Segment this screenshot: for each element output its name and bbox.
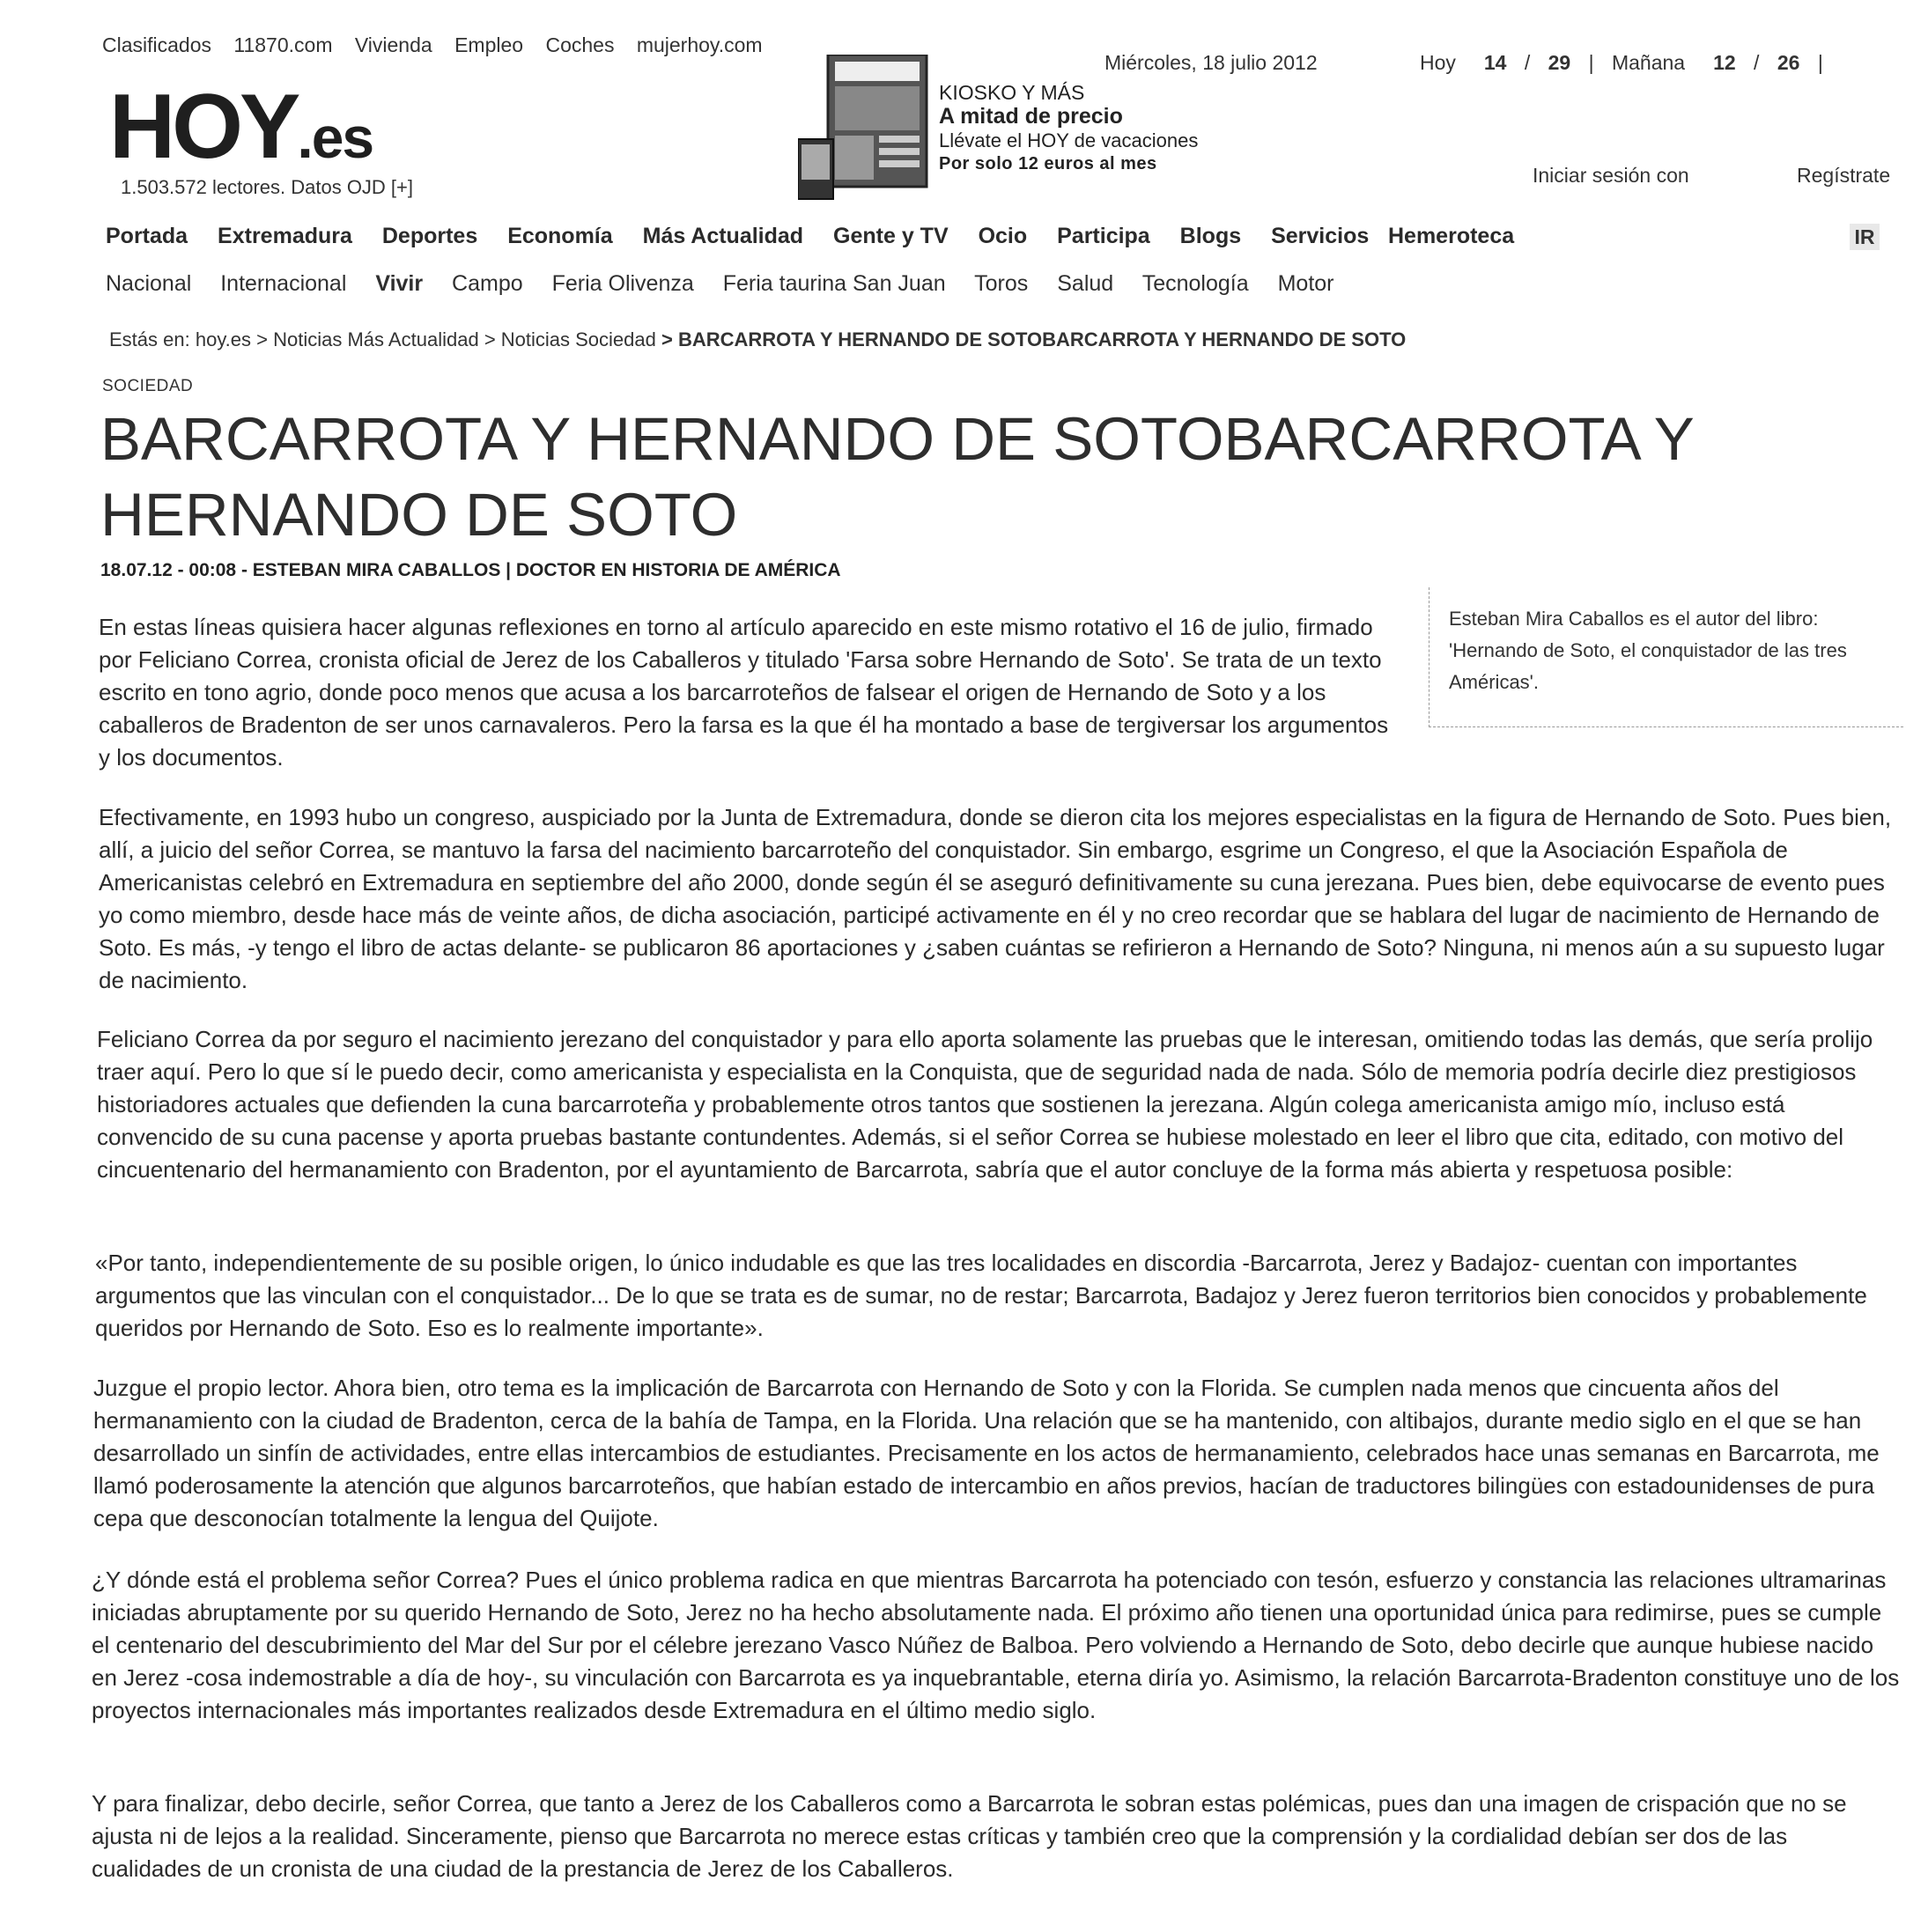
nav-mas-actualidad[interactable]: Más Actualidad: [642, 224, 804, 248]
nav-gente-tv[interactable]: Gente y TV: [833, 224, 949, 248]
weather-today-min: 14: [1483, 51, 1507, 74]
article-paragraph: Feliciano Correa da por seguro el nacimiento jerezano del conquistador y para ello aporta solamente las pruebas que le interesan, omitiendo todas las demás, que sería prolijo traer aquí. Pero lo que sí le puedo decir, como americanista y especialista en la Conquista, que de seguridad nada de nada. Sólo de memoria podría decirle diez prestigiosos historiadores actuales que defienden la cuna barcarroteña y probablemente otros tantos que sostienen la jerezana. Algún colega americanista amigo mío, incluso está convencido de su cuna pacense y aporta pruebas bastante contundentes. Además, si el señor Correa se hubiese molestado en leer el libro que cita, editado, con motivo del cincuentenario del hermanamiento con Bradenton, por el ayuntamiento de Barcarrota, sabría que el autor concluye de la forma más abierta y respetuosa posible:: [97, 1026, 1873, 1183]
kiosk-line-1: KIOSKO Y MÁS: [939, 81, 1085, 104]
subnav-feria-taurina[interactable]: Feria taurina San Juan: [722, 271, 946, 296]
article-paragraph: ¿Y dónde está el problema señor Correa? Pues el único problema radica en que mientras Barcarrota ha potenciado con tesón, esfuerzo y constancia las relaciones ultramarinas iniciadas abruptamente por su querido Hernando de Soto, Jerez no ha hecho absolutamente nada. El próximo año tienen una oportunidad única para redimirse, pues se cumple el centenario del descubrimiento del Mar del Sur por el célebre jerezano Vasco Núñez de Balboa. Pero volviendo a Hernando de Soto, debo decirle que aunque hubiese nacido en Jerez -cosa indemostrable a día de hoy-, su vinculación con Barcarrota es ya inquebrantable, eterna diría yo. Asimismo, la relación Barcarrota-Bradenton constituye uno de los proyectos internacionales más importantes realizados desde Extremadura en el último medio siglo.: [92, 1567, 1900, 1723]
weather-today-label: Hoy: [1420, 51, 1456, 74]
weather-today-max: 29: [1548, 51, 1571, 74]
nav-portada[interactable]: Portada: [106, 224, 188, 248]
nav-hemeroteca[interactable]: Hemeroteca: [1388, 224, 1515, 248]
breadcrumb-current: > BARCARROTA Y HERNANDO DE SOTOBARCARROTA Y HERNANDO DE SOTO: [661, 328, 1407, 350]
readers-count[interactable]: 1.503.572 lectores. Datos OJD [+]: [121, 176, 414, 198]
current-date: Miércoles, 18 julio 2012: [1104, 51, 1318, 74]
nav-blogs[interactable]: Blogs: [1179, 224, 1242, 248]
article-paragraph: Y para finalizar, debo decirle, señor Correa, que tanto a Jerez de los Caballeros como a Barcarrota le sobran estas polémicas, pues dan una imagen de crispación que no se ajusta ni de lejos a la realidad. Sinceramente, pienso que Barcarrota no merece estas críticas y también creo que la comprensión y la cordialidad debían ser dos de las cualidades de un cronista de una ciudad de la prestancia de Jerez de los Caballeros.: [92, 1790, 1847, 1882]
sub-nav: [106, 271, 1357, 297]
top-link-clasificados[interactable]: Clasificados: [102, 33, 211, 56]
logo-main: HOY: [109, 76, 298, 178]
breadcrumb-item-actualidad[interactable]: > Noticias Más Actualidad: [256, 328, 479, 350]
top-link-empleo[interactable]: Empleo: [454, 33, 524, 56]
site-logo[interactable]: [109, 76, 373, 178]
logo-tld: .es: [297, 105, 373, 170]
ir-button[interactable]: IR: [1850, 224, 1880, 250]
top-links: [102, 33, 779, 57]
subnav-campo[interactable]: Campo: [452, 271, 523, 296]
article-paragraph: Efectivamente, en 1993 hubo un congreso, auspiciado por la Junta de Extremadura, donde se dieron cita los mejores especialistas en la figura de Hernando de Soto. Pues bien, allí, a juicio del señor Correa, se mantuvo la farsa del nacimiento barcarroteño del conquistador. Sin embargo, esgrime un Congreso, el que la Asociación Española de Americanistas celebró en Extremadura en septiembre del año 2000, donde según él se aseguró definitivamente su cuna jerezana. Pues bien, debe equivocarse de evento pues yo como miembro, desde hace más de veinte años, de dicha asociación, participé activamente en él y no creo recordar que se hablara del lugar de nacimiento de Hernando de Soto. Es más, -y tengo el libro de actas delante- se publicaron 86 aportaciones y ¿saben cuántas se refirieron a Hernando de Soto? Ninguna, ni menos aún a su supuesto lugar de nacimiento.: [99, 804, 1892, 993]
article-paragraph: En estas líneas quisiera hacer algunas reflexiones en torno al artículo aparecido en este mismo rotativo el 16 de julio, firmado por Feliciano Correa, cronista oficial de Jerez de los Caballeros y titulado 'Farsa sobre Hernando de Soto'. Se trata de un texto escrito en tono agrio, donde poco menos que acusa a los barcarroteños de falsear el origen de Hernando de Soto y a los caballeros de Bradenton de ser unos carnavaleros. Pero la farsa es la que él ha montado a base de tergiversar los argumentos y los documentos.: [99, 614, 1389, 771]
newspaper-cover-image[interactable]: [798, 55, 930, 201]
breadcrumb-item-home[interactable]: hoy.es: [195, 328, 252, 350]
section-label: SOCIEDAD: [102, 377, 194, 395]
author-note-box: [1429, 587, 1903, 727]
top-link-mujerhoy[interactable]: mujerhoy.com: [636, 33, 763, 56]
weather-tomorrow-min: 12: [1713, 51, 1736, 74]
nav-ocio[interactable]: Ocio: [978, 224, 1028, 248]
weather-widget[interactable]: Hoy 14 / 29 | Mañana 12 / 26 |: [1420, 51, 1823, 74]
nav-deportes[interactable]: Deportes: [381, 224, 478, 248]
subnav-toros[interactable]: Toros: [974, 271, 1029, 296]
subnav-tecnologia[interactable]: Tecnología: [1141, 271, 1249, 296]
breadcrumb-prefix: Estás en:: [109, 328, 190, 350]
article-title: BARCARROTA Y HERNANDO DE SOTOBARCARROTA Y HERNANDO DE SOTO: [100, 405, 1694, 549]
subnav-feria-olivenza[interactable]: Feria Olivenza: [551, 271, 694, 296]
kiosk-line-3: Llévate el HOY de vacaciones: [939, 129, 1199, 151]
breadcrumb: [109, 328, 1406, 351]
subnav-internacional[interactable]: Internacional: [220, 271, 347, 296]
kiosk-promo[interactable]: [939, 81, 1198, 176]
main-nav: [106, 224, 1515, 249]
register-link[interactable]: Regístrate: [1797, 164, 1891, 187]
nav-economia[interactable]: Economía: [507, 224, 613, 248]
article-byline: 18.07.12 - 00:08 - ESTEBAN MIRA CABALLOS | DOCTOR EN HISTORIA DE AMÉRICA: [100, 560, 841, 580]
nav-participa[interactable]: Participa: [1057, 224, 1150, 248]
article-paragraph: Juzgue el propio lector. Ahora bien, otro tema es la implicación de Barcarrota con Hernando de Soto y con la Florida. Se cumplen nada menos que cincuenta años del hermanamiento con la ciudad de Bradenton, cerca de la bahía de Tampa, en la Florida. Una relación que se ha mantenido, con altibajos, durante medio siglo en el que se han desarrollado un sinfín de actividades, entre ellas intercambios de estudiantes. Precisamente en los actos de hermanamiento, celebrados hace unas semanas en Barcarrota, me llamó poderosamente la atención que algunos barcarroteños, que habían estado de intercambio en años previos, hacían de traductores bilingües con estadounidenses de pura cepa que desconocían totalmente la lengua del Quijote.: [93, 1375, 1880, 1531]
login-link[interactable]: Iniciar sesión con: [1533, 164, 1689, 187]
nav-extremadura[interactable]: Extremadura: [218, 224, 352, 248]
weather-tomorrow-max: 26: [1777, 51, 1800, 74]
subnav-vivir[interactable]: Vivir: [375, 271, 424, 296]
top-link-coches[interactable]: Coches: [545, 33, 615, 56]
author-note: Esteban Mira Caballos es el autor del libro: 'Hernando de Soto, el conquistador de las tres Américas'.: [1449, 608, 1847, 693]
top-link-vivienda[interactable]: Vivienda: [354, 33, 432, 56]
top-link-11870[interactable]: 11870.com: [233, 33, 333, 56]
article-quote: «Por tanto, independientemente de su posible origen, lo único indudable es que las tres localidades en discordia -Barcarrota, Jerez y Badajoz- cuentan con importantes argumentos que las vinculan con el conquistador... De lo que se trata es de sumar, no de restar; Barcarrota, Badajoz y Jerez fueron territorios bien conocidos y probablemente queridos por Hernando de Soto. Eso es lo realmente importante».: [95, 1250, 1867, 1341]
subnav-motor[interactable]: Motor: [1277, 271, 1334, 296]
subnav-nacional[interactable]: Nacional: [106, 271, 192, 296]
weather-tomorrow-label: Mañana: [1611, 51, 1686, 74]
nav-servicios[interactable]: Servicios: [1271, 224, 1370, 248]
breadcrumb-item-sociedad[interactable]: > Noticias Sociedad: [484, 328, 656, 350]
subnav-salud[interactable]: Salud: [1057, 271, 1114, 296]
kiosk-line-4: Por solo 12 euros al mes: [939, 154, 1157, 173]
kiosk-line-2: A mitad de precio: [939, 104, 1123, 129]
